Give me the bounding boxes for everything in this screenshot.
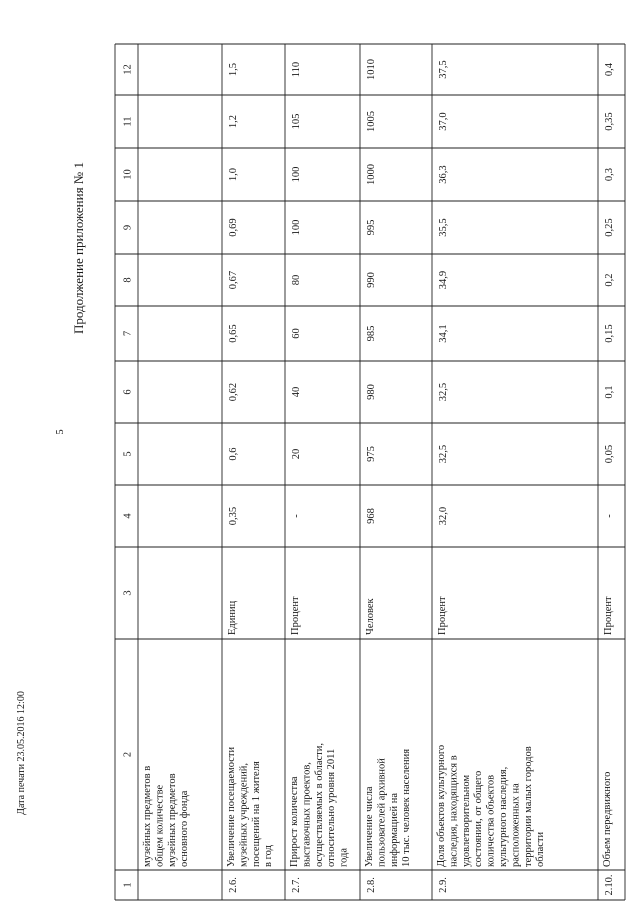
indicator-value: 0,69	[228, 218, 239, 237]
indicator-value: 20	[291, 448, 302, 460]
indicator-value: 34,1	[438, 324, 449, 343]
indicator-label-line: области	[535, 831, 547, 867]
unit-of-measure: Единиц	[227, 600, 238, 635]
row-number: 2.7.	[291, 877, 302, 893]
row-number: 2.8.	[366, 877, 377, 893]
indicator-label-line: 10 тыс. человек населения	[401, 748, 413, 867]
indicator-label-line: количества объектов	[485, 774, 497, 867]
indicator-label-line: культурного наследия,	[498, 766, 509, 867]
indicator-value: 0,25	[604, 218, 615, 237]
indicator-value: 100	[291, 166, 302, 183]
column-number-header: 6	[122, 389, 134, 395]
indicator-label-line: года	[338, 848, 350, 867]
indicator-value: 985	[366, 325, 377, 342]
indicator-value: 80	[291, 274, 302, 286]
indicator-value: 0,35	[228, 506, 239, 526]
indicator-label-line: посещений на 1 жителя	[250, 761, 262, 867]
column-number-header: 10	[122, 169, 134, 180]
indicator-value: 110	[291, 61, 302, 78]
column-number-header: 7	[122, 330, 134, 337]
indicator-value: 0,3	[604, 167, 615, 182]
indicators-table	[115, 44, 625, 900]
indicator-value: 34,9	[438, 270, 449, 290]
unit-of-measure: Процент	[603, 596, 614, 635]
indicator-label-line: Увеличение посещаемости	[226, 746, 237, 867]
indicator-value: 0,05	[604, 444, 615, 464]
indicator-label-line: музейных учреждений,	[238, 762, 250, 867]
running-title: Продолжение приложения № 1	[71, 162, 86, 334]
column-number-header: 1	[122, 882, 134, 888]
indicator-value: 1,2	[228, 114, 239, 129]
indicator-label-line: Доля объектов культурного	[436, 744, 447, 867]
indicator-value: 60	[291, 328, 302, 339]
column-number-header: 5	[122, 451, 134, 457]
indicator-value: 0,65	[228, 324, 239, 343]
unit-of-measure: Процент	[290, 596, 301, 635]
row-number: 2.10.	[604, 874, 615, 896]
indicator-label-line: территории малых городов	[522, 746, 534, 867]
indicator-value: 1010	[366, 59, 377, 80]
indicator-label-line: относительно уровня 2011	[326, 748, 338, 867]
indicator-label-line: основного фонда	[179, 790, 191, 867]
indicator-value: 35,5	[438, 218, 449, 237]
indicator-value: 37,5	[438, 60, 449, 79]
indicator-value: 32,5	[438, 444, 449, 464]
indicator-value: 1000	[366, 164, 377, 185]
indicator-value: 36,3	[438, 165, 449, 184]
indicator-label-line: Увеличение числа	[364, 786, 375, 867]
print-date: Дата печати 23.05.2016 12:00	[16, 691, 27, 815]
column-number-header: 11	[122, 116, 134, 127]
unit-of-measure: Человек	[365, 598, 376, 635]
indicator-value: 0,15	[604, 324, 615, 343]
indicator-value: 0,67	[228, 270, 239, 290]
indicator-value: 0,2	[604, 273, 615, 287]
indicator-label-line: в год	[263, 845, 275, 867]
indicator-label-line: Объем передвижного	[602, 771, 613, 867]
row-number: 2.6.	[228, 877, 239, 893]
column-number-header: 9	[122, 224, 134, 231]
indicator-value: 980	[366, 384, 377, 400]
indicator-label-line: выставочных проектов,	[301, 762, 313, 867]
indicator-value: 37,0	[438, 112, 449, 131]
indicator-label-line: расположенных на	[510, 783, 522, 867]
page-number: 5	[55, 429, 66, 435]
indicator-value: 40	[291, 386, 302, 398]
indicator-value: 0,6	[228, 447, 239, 461]
unit-of-measure: Процент	[437, 596, 448, 635]
indicator-value: 1005	[366, 111, 377, 132]
indicator-value: 32,0	[438, 506, 449, 526]
indicator-value: -	[604, 514, 615, 518]
indicator-value: 0,62	[228, 382, 239, 402]
column-number-header: 12	[122, 64, 134, 75]
indicator-label-line: музейных предметов в	[142, 765, 153, 867]
indicator-value: 32,5	[438, 382, 449, 402]
indicator-label-line: удовлетворительном	[460, 774, 472, 867]
indicator-value: 105	[291, 113, 302, 130]
indicator-value: 995	[366, 219, 377, 236]
indicator-value: 0,4	[604, 62, 615, 77]
indicator-value: 968	[366, 508, 377, 524]
indicator-value: -	[291, 514, 302, 518]
column-number-header: 3	[122, 590, 134, 596]
indicator-label-line: осуществляемых в области,	[313, 743, 325, 867]
indicator-value: 1,0	[228, 167, 239, 182]
indicator-label-line: информацией на	[388, 792, 400, 867]
indicator-label-line: Прирост количества	[289, 776, 300, 867]
indicator-value: 0,1	[604, 385, 615, 399]
indicator-label-line: пользователей архивной	[376, 758, 388, 867]
indicator-value: 0,35	[604, 112, 615, 131]
indicator-value: 990	[366, 272, 377, 288]
indicator-value: 100	[291, 219, 302, 236]
column-number-header: 2	[122, 751, 134, 758]
indicator-label-line: музейных предметов	[166, 773, 178, 867]
row-number: 2.9.	[438, 877, 449, 893]
column-number-header: 4	[122, 513, 134, 519]
indicator-value: 975	[366, 446, 377, 462]
indicator-label-line: состоянии, от общего	[473, 770, 485, 867]
indicator-value: 1,5	[228, 62, 239, 77]
column-number-header: 8	[122, 277, 134, 283]
indicator-label-line: наследия, находящихся в	[448, 755, 460, 867]
indicator-label-line: общем количестве	[154, 784, 166, 867]
